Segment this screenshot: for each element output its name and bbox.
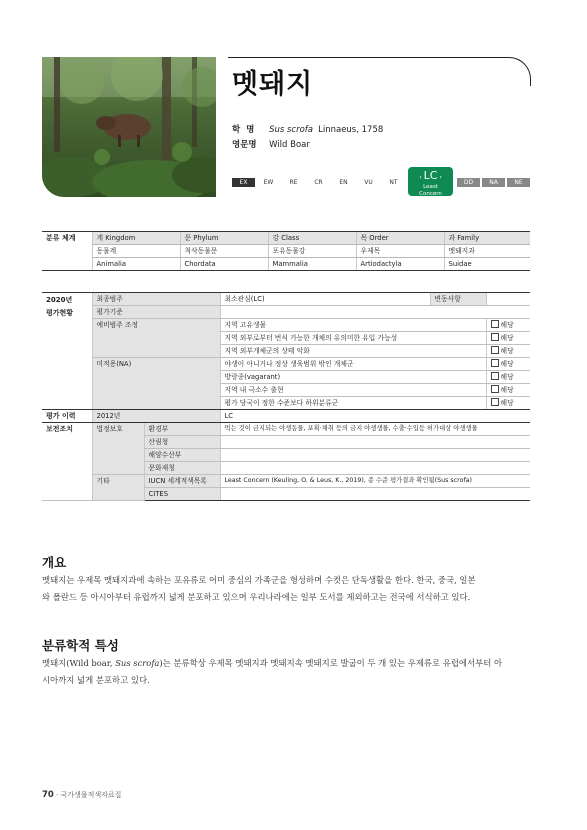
check-label: 해당	[500, 399, 514, 407]
taxonomic-line-1	[42, 655, 542, 672]
taxonomic-sci-name: Sus scrofa	[115, 658, 160, 668]
english-name-row	[232, 132, 310, 151]
status-nt: NT	[389, 179, 398, 186]
regional-check-3[interactable]	[486, 345, 530, 358]
legal-org-4: 문화재청	[144, 462, 220, 475]
status-lc-label: LC	[423, 169, 438, 182]
checkbox-icon	[491, 346, 499, 354]
assessment-table	[42, 292, 530, 501]
taxonomic-line-2: 시아까지 넓게 분포하고 있다.	[42, 675, 150, 685]
check-label: 해당	[500, 347, 514, 355]
na-check-1[interactable]	[486, 358, 530, 371]
history-value: LC	[220, 410, 530, 423]
family-label: 과 Family	[444, 232, 530, 245]
status-ew: EW	[263, 179, 274, 186]
phylum-label: 문 Phylum	[180, 232, 268, 245]
na-label: 미적용(NA)	[92, 358, 220, 410]
conservation-header: 보전조치	[42, 423, 92, 501]
legal-value-4	[220, 462, 530, 475]
checkbox-icon	[491, 320, 499, 328]
regional-adjust-label: 예비범주 조정	[92, 319, 220, 358]
regional-item-2: 지역 외부로부터 번식 가능한 개체의 유의미한 유입 가능성	[220, 332, 486, 345]
checkbox-icon	[491, 372, 499, 380]
status-vu: VU	[364, 179, 373, 186]
change-label: 변동사항	[430, 293, 486, 306]
check-label: 해당	[500, 334, 514, 342]
family-ko: 멧돼지과	[444, 245, 530, 258]
final-category-value: 최소관심(LC)	[220, 293, 430, 306]
overview-heading: 개요	[42, 555, 67, 570]
check-label: 해당	[500, 386, 514, 394]
criteria-label: 평가기준	[92, 306, 220, 319]
page-number: 70	[42, 790, 54, 800]
na-item-1: 야생이 아니거나 정상 생육범위 밖인 개체군	[220, 358, 486, 371]
check-label: 해당	[500, 373, 514, 381]
phylum-en: Chordata	[180, 258, 268, 271]
kingdom-label: 계 Kingdom	[92, 232, 180, 245]
order-ko: 우제목	[356, 245, 444, 258]
overview-line-1: 멧돼지는 우제목 멧돼지과에 속하는 포유류로 어미 중심의 가족군을 형성하며 수컷은 단독생활을 한다. 한국, 중국, 일본	[42, 575, 476, 585]
checkbox-icon	[491, 359, 499, 367]
other-label: 기타	[92, 475, 144, 501]
na-check-2[interactable]	[486, 371, 530, 384]
species-title: 멧돼지	[232, 69, 314, 100]
checkbox-icon	[491, 333, 499, 341]
class-label: 강 Class	[268, 232, 356, 245]
status-ne: NE	[507, 178, 530, 187]
history-header: 평가 이력	[42, 410, 92, 423]
checkbox-icon	[491, 398, 499, 406]
status-dd: DD	[457, 178, 480, 187]
na-item-2: 방랑종(vagarant)	[220, 371, 486, 384]
regional-item-3: 지역 외부개체군의 상태 악화	[220, 345, 486, 358]
page-footer	[42, 790, 121, 800]
assessment-2020-header	[42, 293, 92, 410]
phylum-ko: 척삭동물문	[180, 245, 268, 258]
order-en: Artiodactyla	[356, 258, 444, 271]
status-cr: CR	[314, 179, 323, 186]
scientific-name-label: 학 명	[232, 125, 255, 135]
kingdom-en: Animalia	[92, 258, 180, 271]
scientific-author: Linnaeus, 1758	[318, 125, 384, 135]
final-category-label: 최종범주	[92, 293, 220, 306]
taxonomy-header: 분류 체계	[42, 232, 92, 271]
checkbox-icon	[491, 385, 499, 393]
family-en: Suidae	[444, 258, 530, 271]
na-check-4[interactable]	[486, 397, 530, 410]
taxonomic-line-1a: 멧돼지(Wild boar,	[42, 658, 116, 668]
taxonomy-table	[42, 231, 530, 271]
english-name: Wild Boar	[269, 140, 310, 150]
status-na: NA	[482, 178, 505, 187]
publication-title: 국가생물적색자료집	[60, 791, 122, 799]
wild-boar-photo	[42, 57, 216, 197]
change-value	[486, 293, 530, 306]
class-ko: 포유동물강	[268, 245, 356, 258]
taxonomic-line-1b: )는 분류학상 우제목 멧돼지과 멧돼지속 멧돼지로 발굽이 두 개 있는 우제류로 유럽에서부터 아	[159, 658, 503, 668]
regional-check-2[interactable]	[486, 332, 530, 345]
assessment-year: 2020년	[46, 296, 73, 304]
legal-org-3: 해양수산부	[144, 449, 220, 462]
regional-check-1[interactable]	[486, 319, 530, 332]
status-en: EN	[339, 179, 348, 186]
legal-protection-label: 법정보호	[92, 423, 144, 475]
regional-item-1: 지역 고유생물	[220, 319, 486, 332]
kingdom-ko: 동물계	[92, 245, 180, 258]
status-lc-sub2: Concern	[419, 190, 442, 197]
na-check-3[interactable]	[486, 384, 530, 397]
legal-value-3	[220, 449, 530, 462]
order-label: 목 Order	[356, 232, 444, 245]
other-value-1: Least Concern (Keuling, O. & Leus, K., 2019), 종 수준 평가결과 확인됨(Sus scrofa)	[220, 475, 530, 488]
legal-org-2: 산림청	[144, 436, 220, 449]
class-en: Mammalia	[268, 258, 356, 271]
footer-bullet: ·	[56, 791, 61, 799]
overview-text	[42, 572, 542, 606]
status-lc-active: ‹ LC › Least Concern	[408, 167, 453, 196]
na-item-4: 평가 당국이 정한 수준보다 하위분류군	[220, 397, 486, 410]
status-re: RE	[289, 179, 298, 186]
taxonomic-heading: 분류학적 특성	[42, 638, 119, 653]
criteria-value	[220, 306, 530, 319]
taxonomic-text	[42, 655, 542, 689]
status-lc-sub1: Least	[423, 184, 438, 190]
other-value-2	[220, 488, 530, 501]
other-org-2: CITES	[144, 488, 220, 501]
na-item-3: 지역 내 극소수 출현	[220, 384, 486, 397]
check-label: 해당	[500, 360, 514, 368]
legal-value-2	[220, 436, 530, 449]
other-org-1: IUCN 세계적색목록	[144, 475, 220, 488]
status-ex: EX	[232, 178, 255, 187]
english-name-label: 영문명	[232, 140, 257, 150]
check-label: 해당	[500, 321, 514, 329]
assessment-status: 평가현황	[46, 309, 74, 317]
overview-line-2: 와 폴란드 등 아시아부터 유럽까지 넓게 분포하고 있으며 우리나라에는 일부 도서를 제외하고는 전국에 서식하고 있다.	[42, 592, 471, 602]
scientific-name: Sus scrofa	[269, 125, 314, 135]
legal-org-1: 환경부	[144, 423, 220, 436]
legal-value-1: 먹는 것이 금지되는 야생동물, 포획·채취 등의 금지 야생생물, 수출·수입등 허가대상 야생생물	[220, 423, 530, 436]
history-year: 2012년	[92, 410, 220, 423]
